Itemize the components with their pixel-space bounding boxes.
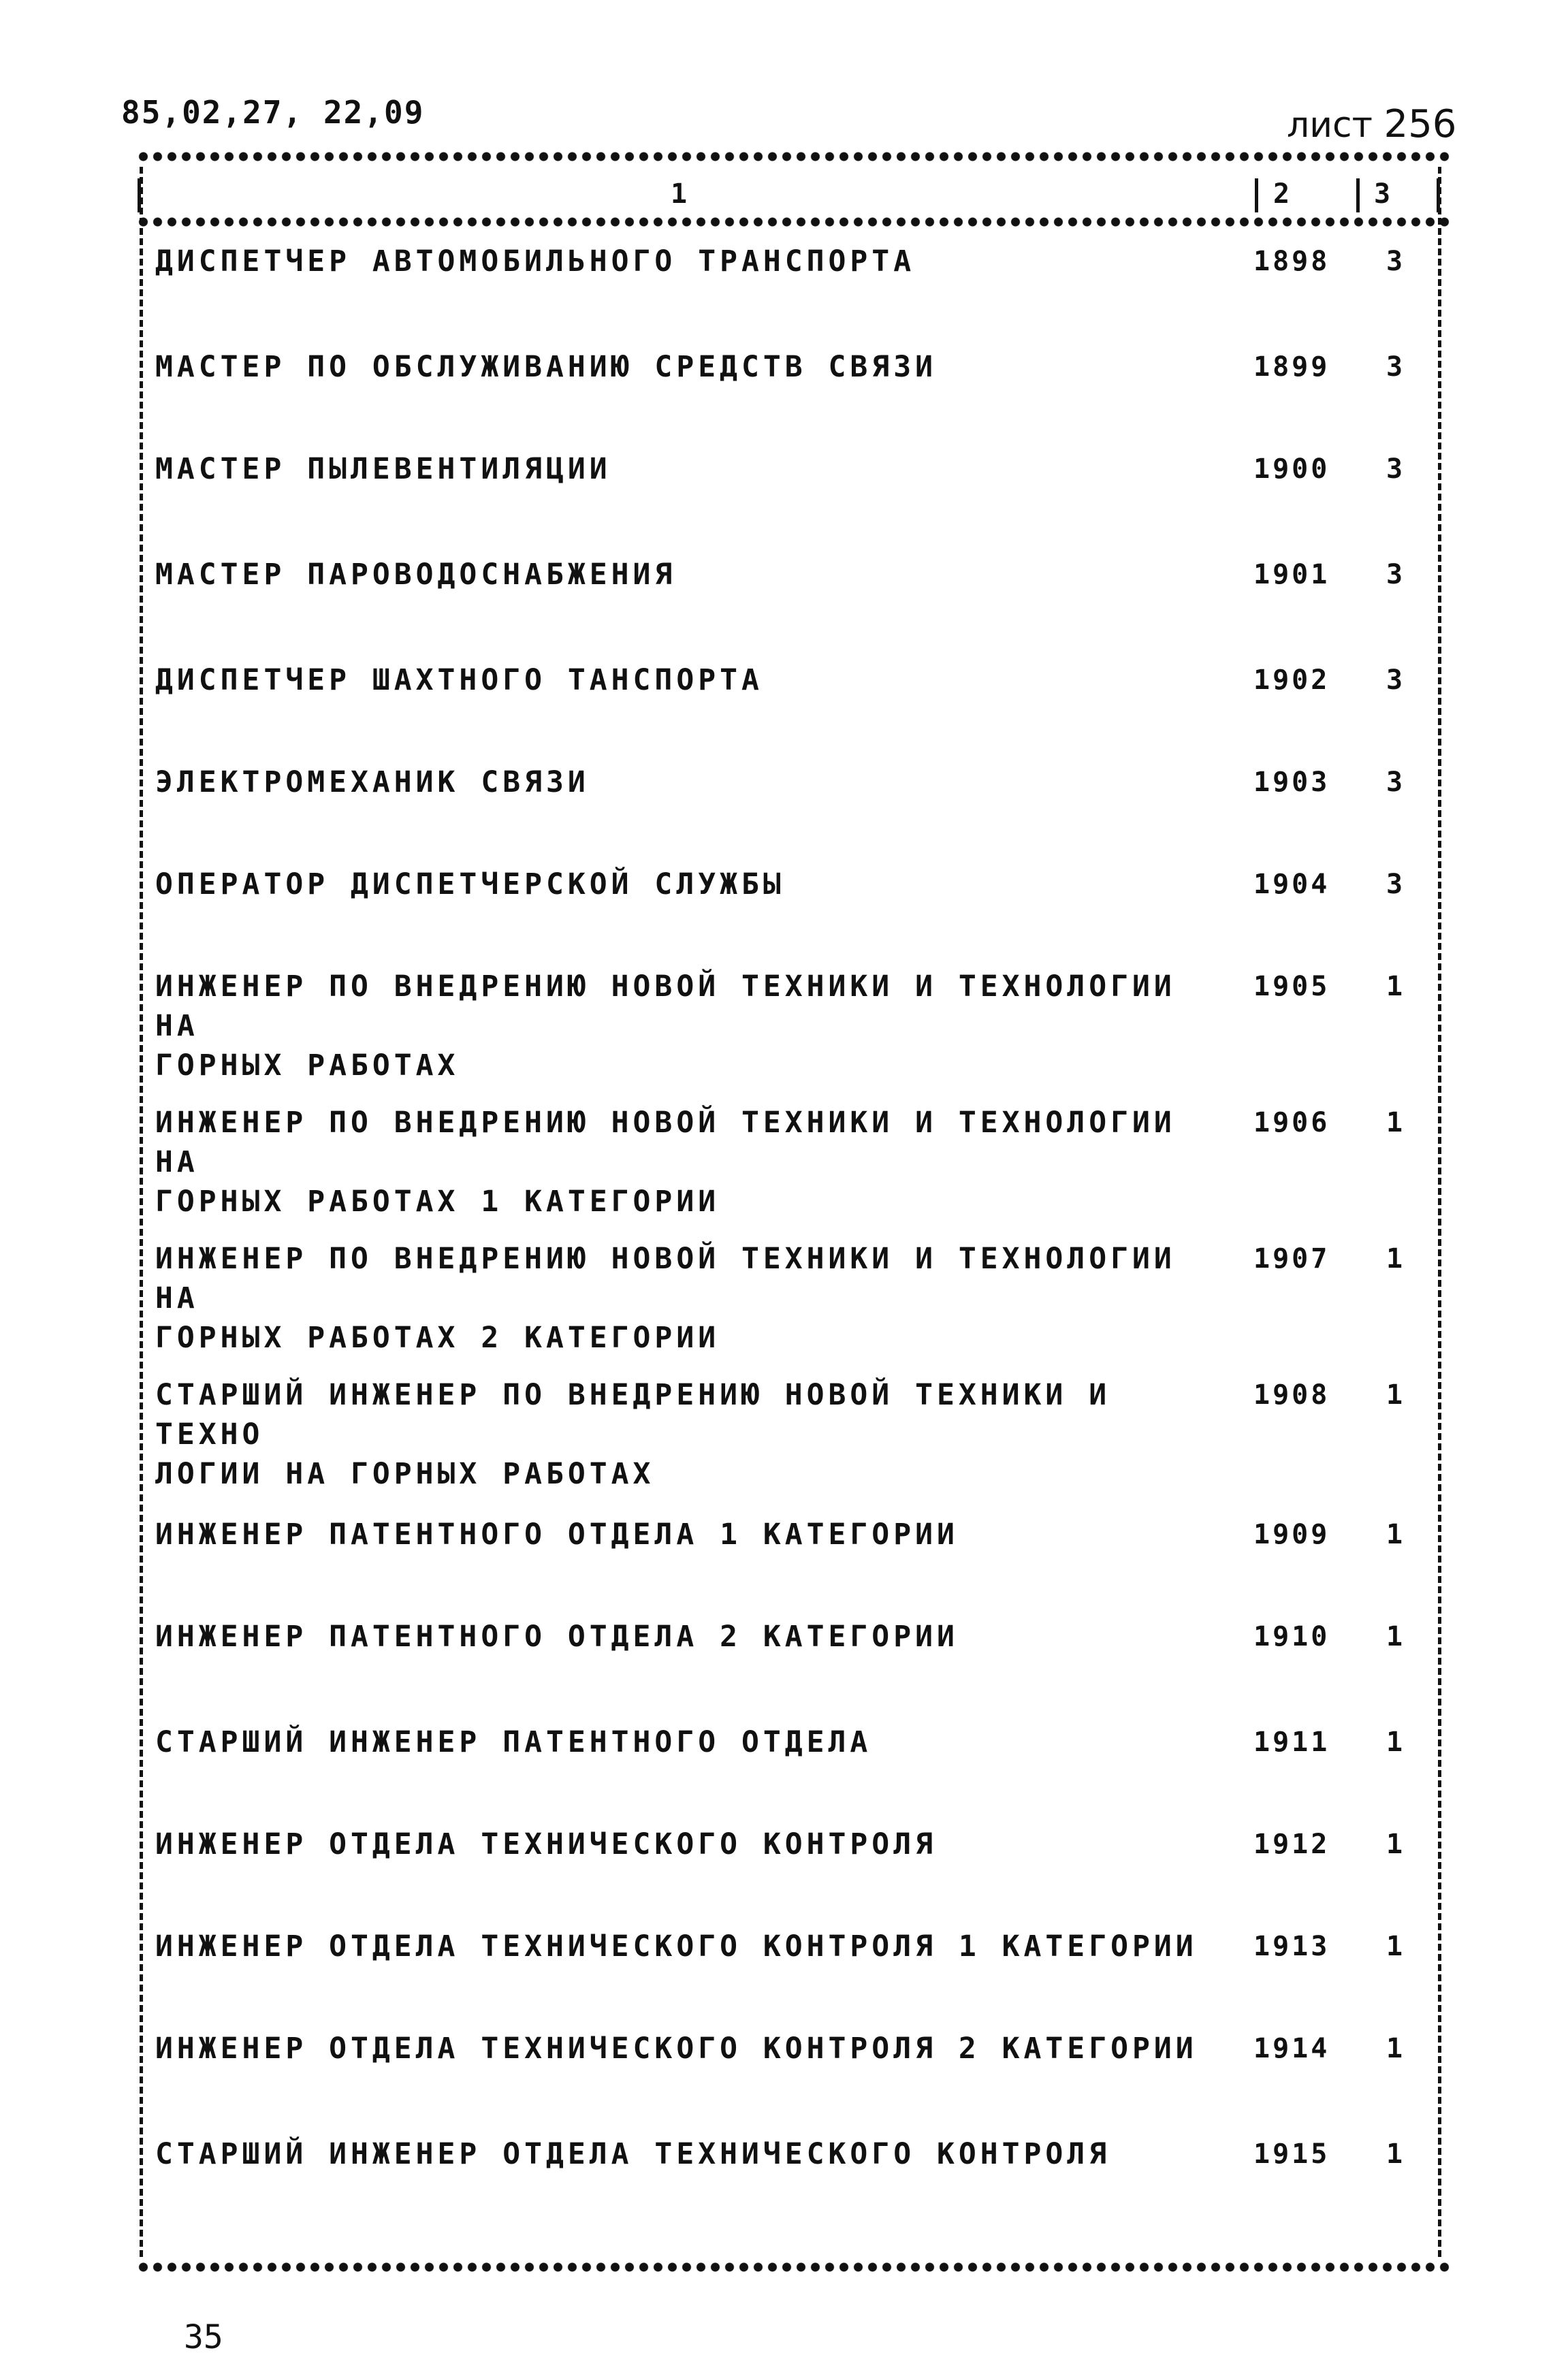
- occupation-group: 3: [1386, 559, 1403, 590]
- occupation-group: 1: [1386, 1829, 1403, 1860]
- occupation-group: 3: [1386, 246, 1403, 277]
- occupation-code: 1903: [1253, 767, 1330, 798]
- sheet-label-text: лист: [1287, 105, 1373, 146]
- column-divider-2-3: [1356, 178, 1360, 212]
- occupation-code: 1906: [1253, 1107, 1330, 1138]
- occupation-name: ЭЛЕКТРОМЕХАНИК СВЯЗИ: [155, 765, 590, 799]
- occupation-name: МАСТЕР ПАРОВОДОСНАБЖЕНИЯ: [155, 558, 677, 592]
- occupation-code: 1904: [1253, 869, 1330, 900]
- occupation-group: 3: [1386, 453, 1403, 485]
- column-header-1: 1: [671, 178, 688, 210]
- occupation-name: ИНЖЕНЕР ОТДЕЛА ТЕХНИЧЕСКОГО КОНТРОЛЯ 1 КАТЕГОРИИ: [155, 1929, 1198, 1964]
- occupation-name: ИНЖЕНЕР ОТДЕЛА ТЕХНИЧЕСКОГО КОНТРОЛЯ: [155, 1827, 937, 1861]
- occupation-group: 3: [1386, 869, 1403, 900]
- occupation-code: 1914: [1253, 2033, 1330, 2064]
- occupation-group: 1: [1386, 1621, 1403, 1652]
- occupation-name: МАСТЕР ПО ОБСЛУЖИВАНИЮ СРЕДСТВ СВЯЗИ: [155, 350, 937, 384]
- occupation-code: 1899: [1253, 351, 1330, 383]
- occupation-name: СТАРШИЙ ИНЖЕНЕР ПАТЕНТНОГО ОТДЕЛА: [155, 1725, 872, 1759]
- occupation-code: 1908: [1253, 1379, 1330, 1411]
- occupation-group: 3: [1386, 664, 1403, 696]
- occupation-name: ДИСПЕТЧЕР ШАХТНОГО ТАНСПОРТА: [155, 663, 763, 697]
- occupation-name: СТАРШИЙ ИНЖЕНЕР ОТДЕЛА ТЕХНИЧЕСКОГО КОНТРОЛЯ: [155, 2137, 1111, 2171]
- occupation-group: 1: [1386, 1379, 1403, 1411]
- occupation-code: 1902: [1253, 664, 1330, 696]
- occupation-group: 1: [1386, 2138, 1403, 2170]
- occupation-group: 1: [1386, 971, 1403, 1002]
- occupation-group: 1: [1386, 1519, 1403, 1550]
- occupation-code: 1905: [1253, 971, 1330, 1002]
- occupation-name: ИНЖЕНЕР ПО ВНЕДРЕНИЮ НОВОЙ ТЕХНИКИ И ТЕХНОЛОГИИ НА ГОРНЫХ РАБОТАХ: [155, 969, 1176, 1083]
- occupation-group: 1: [1386, 1727, 1403, 1758]
- occupation-code: 1910: [1253, 1621, 1330, 1652]
- bottom-asterisk-rule: [136, 2262, 1450, 2273]
- occupation-code: 1915: [1253, 2138, 1330, 2170]
- occupation-code: 1898: [1253, 246, 1330, 277]
- occupation-name: ИНЖЕНЕР ОТДЕЛА ТЕХНИЧЕСКОГО КОНТРОЛЯ 2 КАТЕГОРИИ: [155, 2032, 1198, 2066]
- occupation-code: 1912: [1253, 1829, 1330, 1860]
- occupation-group: 3: [1386, 351, 1403, 383]
- column-divider-1-2: [1255, 178, 1258, 212]
- occupation-name: СТАРШИЙ ИНЖЕНЕР ПО ВНЕДРЕНИЮ НОВОЙ ТЕХНИКИ И ТЕХНО ЛОГИИ НА ГОРНЫХ РАБОТАХ: [155, 1378, 1111, 1491]
- occupation-name: ИНЖЕНЕР ПАТЕНТНОГО ОТДЕЛА 1 КАТЕГОРИИ: [155, 1518, 959, 1552]
- left-border: [140, 167, 143, 2257]
- occupation-code: 1901: [1253, 559, 1330, 590]
- occupation-name: ИНЖЕНЕР ПО ВНЕДРЕНИЮ НОВОЙ ТЕХНИКИ И ТЕХНОЛОГИИ НА ГОРНЫХ РАБОТАХ 2 КАТЕГОРИИ: [155, 1242, 1176, 1355]
- occupation-group: 1: [1386, 1243, 1403, 1275]
- sheet-number: 256: [1383, 102, 1457, 146]
- top-asterisk-rule: [136, 151, 1450, 162]
- sheet-label: [1287, 102, 1456, 146]
- occupation-name: МАСТЕР ПЫЛЕВЕНТИЛЯЦИИ: [155, 452, 611, 486]
- header-asterisk-rule: [136, 217, 1450, 227]
- occupation-group: 1: [1386, 2033, 1403, 2064]
- occupation-code: 1900: [1253, 453, 1330, 485]
- occupation-code: 1907: [1253, 1243, 1330, 1275]
- page-number: 35: [184, 2318, 223, 2356]
- occupation-name: ИНЖЕНЕР ПАТЕНТНОГО ОТДЕЛА 2 КАТЕГОРИИ: [155, 1620, 959, 1654]
- occupation-group: 1: [1386, 1931, 1403, 1962]
- occupation-name: ИНЖЕНЕР ПО ВНЕДРЕНИЮ НОВОЙ ТЕХНИКИ И ТЕХНОЛОГИИ НА ГОРНЫХ РАБОТАХ 1 КАТЕГОРИИ: [155, 1106, 1176, 1219]
- occupation-code: 1909: [1253, 1519, 1330, 1550]
- occupation-group: 3: [1386, 767, 1403, 798]
- occupation-code: 1913: [1253, 1931, 1330, 1962]
- column-header-3: 3: [1374, 178, 1391, 210]
- occupation-code: 1911: [1253, 1727, 1330, 1758]
- column-header-2: 2: [1273, 178, 1290, 210]
- right-border: [1438, 167, 1441, 2257]
- print-date-time: 85,02,27, 22,09: [121, 94, 425, 131]
- occupation-name: ОПЕРАТОР ДИСПЕТЧЕРСКОЙ СЛУЖБЫ: [155, 867, 785, 901]
- occupation-name: ДИСПЕТЧЕР АВТОМОБИЛЬНОГО ТРАНСПОРТА: [155, 244, 916, 278]
- occupation-group: 1: [1386, 1107, 1403, 1138]
